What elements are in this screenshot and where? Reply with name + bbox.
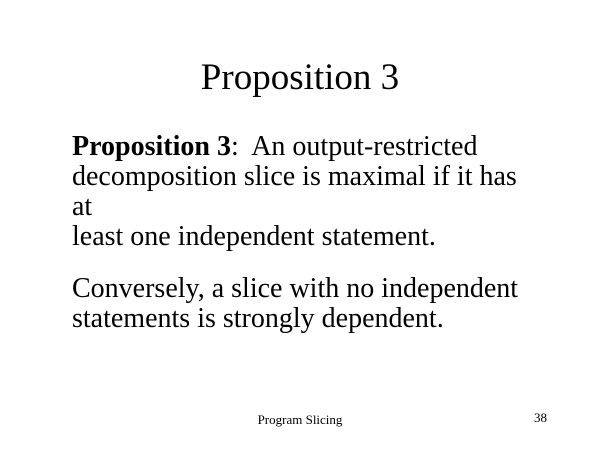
footer-deck-title: Program Slicing bbox=[257, 412, 343, 427]
proposition-line-3: least one independent statement. bbox=[72, 221, 436, 252]
converse-paragraph bbox=[72, 274, 542, 334]
converse-line-2: statements is strongly dependent. bbox=[72, 303, 444, 334]
slide-title: Proposition 3 bbox=[200, 57, 400, 98]
proposition-line-2: decomposition slice is maximal if it has at bbox=[72, 161, 517, 222]
converse-line-1: Conversely, a slice with no independent bbox=[72, 273, 519, 304]
proposition-line-1 bbox=[72, 132, 542, 162]
proposition-paragraph bbox=[72, 132, 542, 252]
proposition-lead-bold: Proposition 3 bbox=[72, 131, 231, 162]
footer-page-number: 38 bbox=[534, 410, 547, 425]
proposition-line-1-rest: : An output-restricted bbox=[230, 131, 478, 162]
